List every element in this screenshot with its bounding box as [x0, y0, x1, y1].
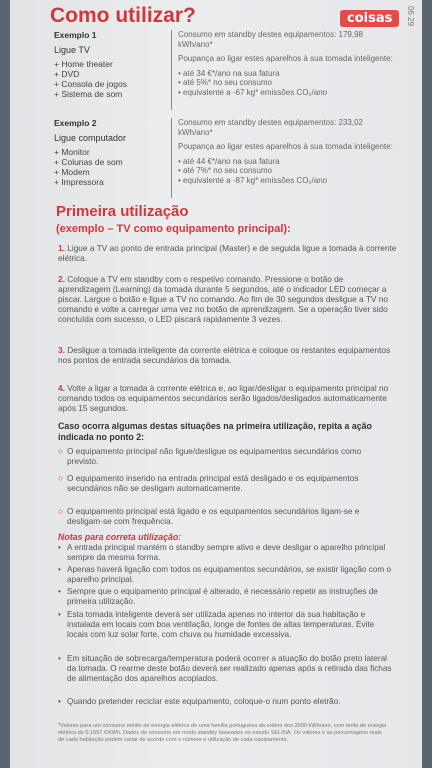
example-1-saving: • até 5%* no seu consumo — [178, 78, 272, 87]
page-code: 06 29 — [406, 6, 415, 27]
bullet-icon: • — [58, 565, 61, 574]
example-2-device: + Impressora — [54, 177, 104, 187]
case-intro: Caso ocorra algumas destas situações na primeira utilização, repita a ação indicada no ponto 2: — [58, 421, 372, 442]
note-item — [58, 587, 393, 607]
case-item-text: O equipamento inserido na entrada principal está desligado e os equipamentos secundários não se desligam automaticamente. — [67, 473, 359, 493]
step-2 — [58, 274, 398, 324]
step-text: Coloque a TV em standby com o respetivo comando. Pressione o botão de aprendizagem (Learning) da tomada durante 5 segundos, até o indicador LED começar a piscar. Largue o botão e ligue a TV no comando. Ao fim de 30 segundos desligue a TV no comando e volte a carregar uma vez no botão de aprendizagem. Se a operação tiver sido concluída com sucesso, o LED piscará rapidamente 3 vezes. — [58, 274, 388, 324]
bullet-icon: ○ — [58, 473, 64, 483]
note-text: A entrada principal mantém o standby sempre ativo e deve desligar o aparelho principal sempre da mesma forma. — [67, 543, 386, 562]
note-text: Apenas haverá ligação com todos os equipamentos secundários, se existir ligação com o aparelho principal. — [67, 565, 392, 584]
example-1-saving: • até 34 €*/ano na sua fatura — [178, 68, 280, 78]
example-1-heading: Exemplo 1 — [54, 30, 97, 40]
example-1-device: + Home theater — [54, 59, 113, 69]
example-2-savings-intro: Poupança ao ligar estes aparelhos à sua tomada inteligente: — [178, 142, 393, 151]
divider — [171, 30, 172, 110]
step-text: Desligue a tomada inteligente da corrente elétrica e coloque os restantes equipamentos nos pontos de entrada secundários da tomada. — [58, 345, 391, 365]
divider — [171, 118, 172, 198]
example-2-standby: Consumo em standby destes equipamentos: 233,02 kWh/ano* — [178, 118, 364, 137]
step-number: 1. — [58, 243, 65, 253]
example-1-saving: • equivalente a -67 kg* emissões CO₂/ano — [178, 87, 328, 97]
note-item — [58, 543, 393, 563]
step-1 — [58, 243, 398, 263]
example-2 — [54, 118, 394, 203]
step-number: 4. — [58, 383, 65, 393]
example-1-main-device: Ligue TV — [54, 45, 90, 55]
example-2-saving: • até 7%* no seu consumo — [178, 166, 272, 175]
step-text: Volte a ligar a tomada à corrente elétrica e, ao ligar/desligar o equipamento principal no comando todos os equipamentos secundários serão ligados/desligados automaticamente após 15 segundos. — [58, 383, 389, 413]
step-number: 3. — [58, 345, 65, 355]
note-text: Quando pretender reciclar este equipamento, coloque-o num ponto eletrão. — [67, 697, 341, 706]
bullet-icon: • — [58, 697, 61, 706]
step-4 — [58, 383, 398, 413]
note-text: Em situação de sobrecarga/temperatura poderá ocorrer a atuação do botão preto lateral da tomada. O rearme deste botão deverá ser realizado apenas após a retirada das fichas de alimentação dos aparelhos acoplados. — [67, 654, 392, 683]
case-item-text: O equipamento principal está ligado e os equipamentos secundários ligam-se e desligam-se com frequência. — [67, 506, 360, 526]
example-1-device: + Sistema de som — [54, 89, 123, 99]
example-2-device: + Colunas de som — [54, 157, 123, 167]
step-3 — [58, 345, 398, 365]
example-2-main-device: Ligue computador — [54, 133, 127, 143]
step-number: 2. — [58, 274, 65, 284]
example-1-standby: Consumo em standby destes equipamentos: 179,98 kWh/ano* — [178, 30, 364, 49]
bullet-icon: ○ — [58, 506, 64, 516]
first-use-subheading: (exemplo – TV como equipamento principal): — [56, 223, 291, 235]
case-item-text: O equipamento principal não ligue/desligue os equipamentos secundários como previsto. — [67, 446, 362, 466]
instruction-leaflet — [10, 0, 422, 768]
example-2-device: + Monitor — [54, 147, 90, 157]
coisas-logo: coisas — [340, 10, 399, 27]
note-text: Sempre que o equipamento principal é alterado, é necessário repetir as instruções de primeira utilização. — [67, 587, 378, 606]
note-item — [58, 697, 393, 707]
footnote: *Valores para um consumo médio de energia elétrica de uma família portuguesa da ordem dos 3500 kWh/ano, com tarifa de energia elétrica de 0,1557 €/kWh. Dados de consumo em modo standby baseados no estudo SELINA. Os valores e as percentagens reais de cada habitação podem variar de acordo com o número e utilização de cada equipamento. — [58, 723, 387, 743]
first-use-heading: Primeira utilização — [56, 203, 189, 220]
page-title: Como utilizar? — [50, 4, 196, 27]
example-1 — [54, 30, 394, 115]
note-text: Esta tomada inteligente deverá ser utilizada apenas no interior da sua habitação e instalada em locais com boa ventilação, longe de fontes de altas temperaturas. Evite locais com luz solar forte, com chuva ou humidade excessiva. — [67, 610, 375, 639]
note-item — [58, 565, 393, 585]
note-item — [58, 654, 393, 684]
example-1-device: + DVD — [54, 69, 80, 79]
case-item — [58, 506, 393, 526]
note-item — [58, 610, 393, 640]
bullet-icon: • — [58, 543, 61, 552]
step-text: Ligue a TV ao ponto de entrada principal (Master) e de seguida ligue a tomada à corrente elétrica. — [58, 243, 397, 263]
bullet-icon: • — [58, 610, 61, 619]
example-1-device: + Consola de jogos — [54, 79, 128, 89]
bullet-icon: • — [58, 587, 61, 596]
example-2-device: + Modem — [54, 167, 90, 177]
example-2-saving: • equivalente a -87 kg* emissões CO₂/ano — [178, 175, 328, 185]
case-item — [58, 446, 393, 466]
example-1-savings-intro: Poupança ao ligar estes aparelhos à sua tomada inteligente: — [178, 54, 393, 63]
example-2-saving: • até 44 €*/ano na sua fatura — [178, 156, 280, 166]
bullet-icon: • — [58, 654, 61, 663]
notes-heading: Notas para correta utilização: — [58, 532, 182, 542]
bullet-icon: ○ — [58, 446, 64, 456]
case-item — [58, 473, 393, 493]
example-2-heading: Exemplo 2 — [54, 118, 97, 128]
